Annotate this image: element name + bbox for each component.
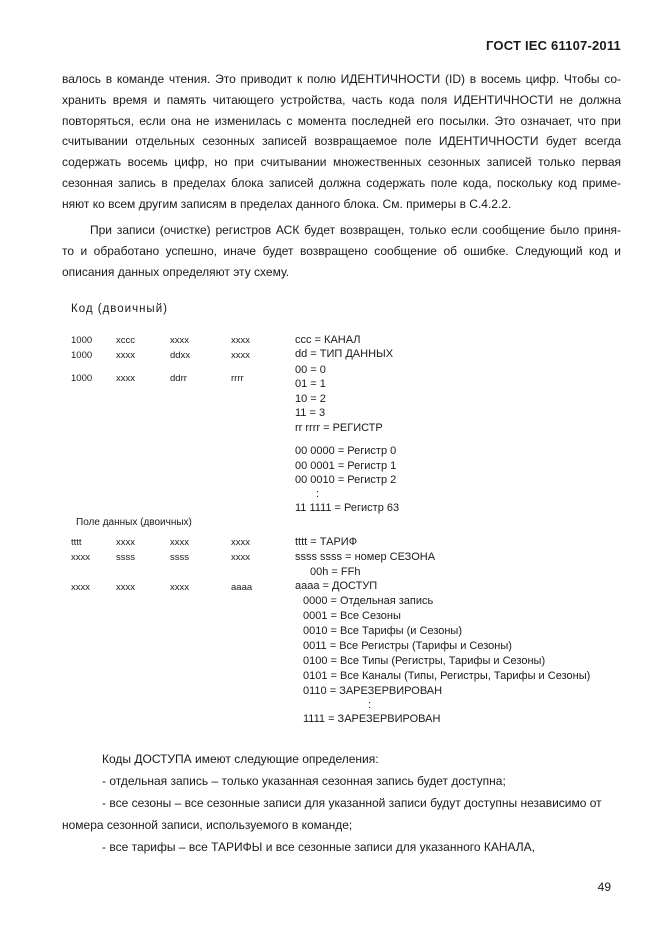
paragraph-line: содержать восемь цифр, но при считывании множественных сезонных записей только первая	[62, 155, 621, 170]
data-cell: xxxx	[170, 582, 189, 593]
paragraph-line: няют ко всем другим записям в пределах данного блока. См. примеры в С.4.2.2.	[62, 196, 512, 211]
paragraph-line: хранить время и память читающего устройства, часть кода поля ИДЕНТИЧНОСТИ не должна	[62, 92, 621, 107]
code-desc: 01 = 1	[295, 378, 326, 390]
data-cell: xxxx	[116, 537, 135, 548]
data-field-title: Поле данных (двоичных)	[76, 517, 192, 528]
data-desc: 0011 = Все Регистры (Тарифы и Сезоны)	[303, 640, 512, 652]
paragraph-line: считывании отдельных сезонных записей возвращаемое поле ИДЕНТИЧНОСТИ будет всегда	[62, 134, 621, 149]
code-cell: 1000	[71, 373, 93, 384]
access-intro: Коды ДОСТУПА имеют следующие определения:	[102, 752, 379, 766]
code-desc: 00 0010 = Регистр 2	[295, 474, 397, 486]
data-cell: xxxx	[231, 552, 250, 563]
document-header: ГОСТ IEC 61107-2011	[486, 38, 621, 53]
data-desc: 00h = FFh	[310, 566, 361, 578]
data-desc: 0110 = ЗАРЕЗЕРВИРОВАН	[303, 685, 443, 697]
code-cell: xxxx	[116, 373, 135, 384]
code-cell: xxxx	[231, 335, 250, 346]
paragraph-line: сезонная запись в пределах блока записей должна содержать поле кода, поскольку код приме-	[62, 175, 621, 190]
data-cell: aaaa	[231, 582, 253, 593]
data-desc: ssss ssss = номер СЕЗОНА	[295, 551, 436, 563]
data-cell: xxxx	[231, 537, 250, 548]
data-desc: 0101 = Все Каналы (Типы, Регистры, Тарифы и Сезоны)	[303, 670, 591, 682]
code-cell: xxxx	[231, 350, 250, 361]
data-cell: ssss	[116, 552, 135, 563]
data-desc: aaaa = ДОСТУП	[295, 580, 378, 592]
code-cell: 1000	[71, 335, 93, 346]
code-cell: rrrr	[231, 373, 244, 384]
paragraph-line: описания данных определяют эту схему.	[62, 264, 290, 279]
access-item: - все тарифы – все ТАРИФЫ и все сезонные записи для указанного КАНАЛА,	[102, 840, 536, 854]
data-desc: 0010 = Все Тарифы (и Сезоны)	[303, 625, 463, 637]
code-cell: xxxx	[170, 335, 189, 346]
data-cell: tttt	[71, 537, 82, 548]
data-cell: xxxx	[116, 582, 135, 593]
paragraph-line: повторяться, если она не изменилась с момента последней его посылки. Это означает, что при	[62, 113, 621, 128]
code-desc: dd = ТИП ДАННЫХ	[295, 348, 394, 360]
code-desc: 11 1111 = Регистр 63	[295, 502, 400, 514]
paragraph-1	[62, 69, 621, 215]
code-desc: 11 = 3	[295, 407, 326, 419]
page-number: 49	[597, 880, 611, 894]
code-cell: xxxx	[116, 350, 135, 361]
code-desc: 00 0001 = Регистр 1	[295, 460, 397, 472]
code-cell: ddxx	[170, 350, 191, 361]
data-cell: xxxx	[71, 582, 90, 593]
data-desc-ellipsis: :	[368, 699, 372, 711]
code-desc-ellipsis: :	[316, 488, 320, 500]
code-desc: 00 0000 = Регистр 0	[295, 445, 397, 457]
code-cell: 1000	[71, 350, 93, 361]
data-cell: ssss	[170, 552, 189, 563]
code-desc: 10 = 2	[295, 393, 326, 405]
data-desc: 0001 = Все Сезоны	[303, 610, 401, 622]
data-cell: xxxx	[170, 537, 189, 548]
paragraph-2	[62, 220, 621, 282]
access-item: - все сезоны – все сезонные записи для указанной записи будут доступны независимо от	[102, 796, 602, 810]
code-desc: 00 = 0	[295, 364, 326, 376]
paragraph-line: то и обработано успешно, иначе будет возвращено сообщение об ошибке. Следующий код и	[62, 243, 621, 258]
access-codes	[62, 748, 632, 858]
data-cell: xxxx	[71, 552, 90, 563]
access-item: - отдельная запись – только указанная сезонная запись будет доступна;	[102, 774, 506, 788]
code-desc: rr rrrr = РЕГИСТР	[295, 422, 383, 434]
code-cell: xccc	[116, 335, 135, 346]
paragraph-line: валось в команде чтения. Это приводит к полю ИДЕНТИЧНОСТИ (ID) в восемь цифр. Чтобы со-	[62, 72, 621, 86]
access-item-continuation: номера сезонной записи, используемого в команде;	[62, 818, 353, 832]
code-title: Код (двоичный)	[71, 303, 168, 315]
data-desc: 0100 = Все Типы (Регистры, Тарифы и Сезоны)	[303, 655, 546, 667]
paragraph-line: При записи (очистке) регистров АСК будет возвращен, только если сообщение было приня-	[90, 223, 621, 237]
code-desc: ccc = КАНАЛ	[295, 334, 361, 346]
code-cell: ddrr	[170, 373, 187, 384]
data-desc: tttt = ТАРИФ	[295, 536, 358, 548]
data-desc: 0000 = Отдельная запись	[303, 595, 434, 607]
data-desc: 1111 = ЗАРЕЗЕРВИРОВАН	[303, 713, 441, 725]
